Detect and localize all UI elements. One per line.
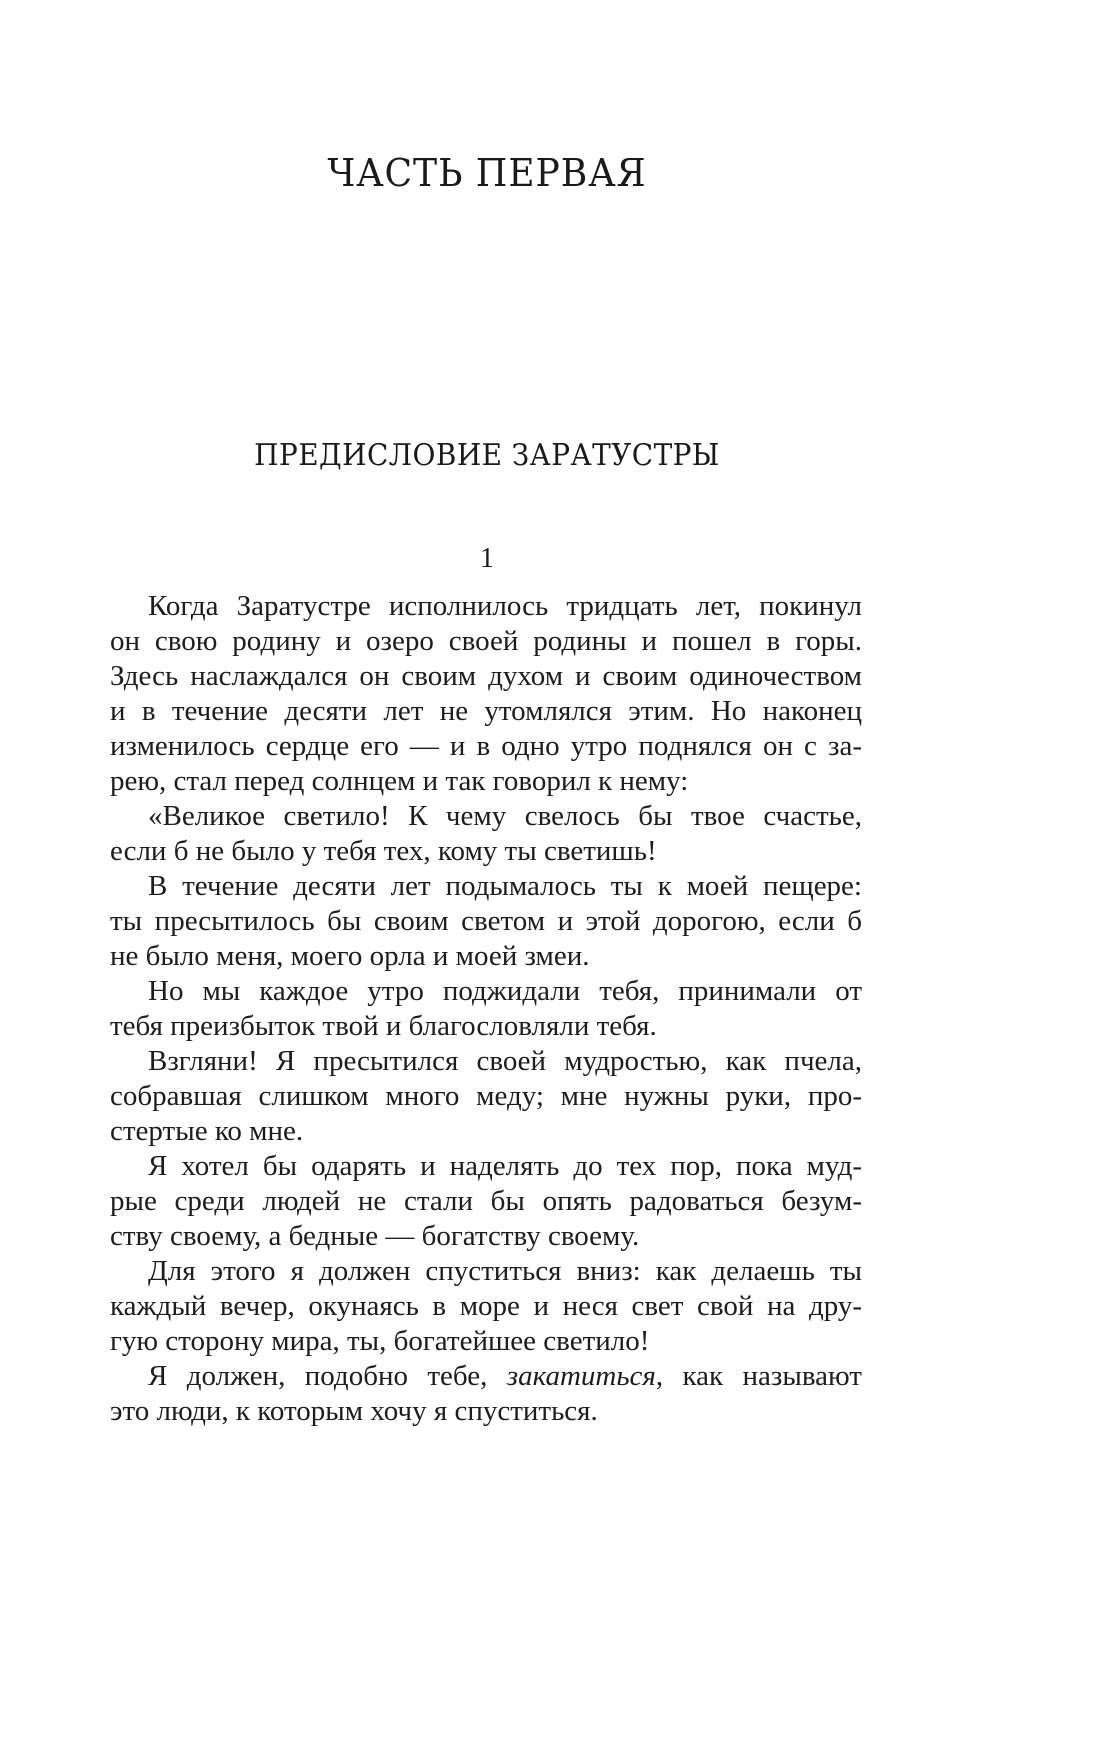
text-line: Но мы каждое утро поджидали тебя, принимали от: [148, 975, 862, 1007]
text-line: тебя преизбыток твой и благословляли тебя.: [110, 1010, 657, 1042]
text-line: каждый вечер, окунаясь в море и неся свет свой на дру-: [110, 1290, 862, 1322]
text-line: В течение десяти лет подымалось ты к моей пещере:: [148, 870, 862, 902]
text-line: это люди, к которым хочу я спуститься.: [110, 1395, 598, 1427]
section-number: 1: [480, 543, 494, 574]
text-line: Взгляни! Я пресытился своей мудростью, как пчела,: [148, 1045, 862, 1077]
text-line: рые среди людей не стали бы опять радоваться безум-: [110, 1185, 862, 1217]
text-line: [110, 1359, 862, 1394]
text-line: не было меня, моего орла и моей змеи.: [110, 940, 590, 972]
text-line: если б не было у тебя тех, кому ты светишь!: [110, 835, 657, 867]
text-segment: , как называют: [655, 1360, 862, 1392]
text-line: ты пресытилось бы своим светом и этой дорогою, если б: [110, 905, 862, 937]
text-line: «Великое светило! К чему свелось бы твое счастье,: [148, 800, 862, 832]
body-text: [110, 589, 862, 1429]
italic-word: закатиться: [506, 1360, 656, 1392]
text-line: стертые ко мне.: [110, 1115, 304, 1147]
text-line: рею, стал перед солнцем и так говорил к нему:: [110, 765, 689, 797]
part-title: ЧАСТЬ ПЕРВАЯ: [327, 151, 647, 195]
text-line: изменилось сердце его — и в одно утро поднялся он с за-: [110, 730, 862, 762]
text-line: Здесь наслаждался он своим духом и своим одиночеством: [110, 660, 862, 692]
text-segment: Я должен, подобно тебе,: [148, 1360, 507, 1392]
section-title: ПРЕДИСЛОВИЕ ЗАРАТУСТРЫ: [254, 438, 720, 473]
text-line: и в течение десяти лет не утомлялся этим. Но наконец: [110, 695, 862, 727]
text-line: собравшая слишком много меду; мне нужны руки, про-: [110, 1080, 862, 1112]
text-line: гую сторону мира, ты, богатейшее светило!: [110, 1325, 650, 1357]
text-line: Для этого я должен спуститься вниз: как делаешь ты: [148, 1255, 862, 1287]
text-line: Я хотел бы одарять и наделять до тех пор, пока муд-: [148, 1150, 862, 1182]
text-line: он свою родину и озеро своей родины и пошел в горы.: [110, 625, 862, 657]
text-line: Когда Заратустре исполнилось тридцать лет, покинул: [148, 590, 862, 622]
text-line: ству своему, а бедные — богатству своему.: [110, 1220, 640, 1252]
